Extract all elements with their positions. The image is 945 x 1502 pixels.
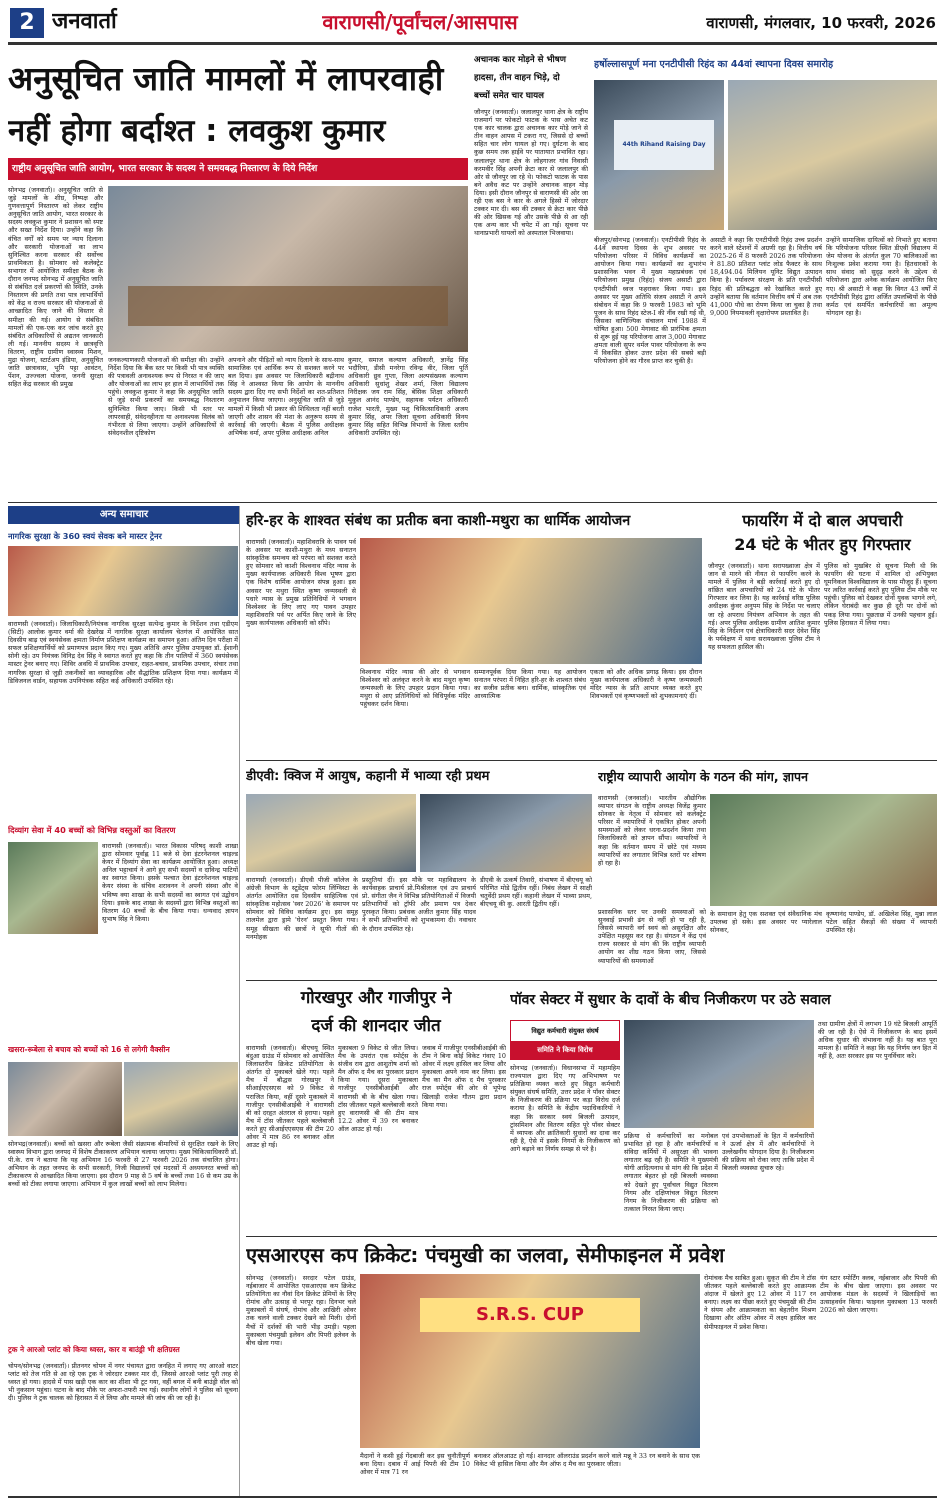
dav-text-2: प्रस्तुतियां दीं। इस मौके पर महाविद्यालय के कार्यवाहक प्राचार्य प्रो.मिश्रीलाल एवं उप प्राचार्य प्रो. संगीता जैन ने विभिन्न प्रतियोगिताओं में विजयी प्रतिभागियों को ट्रॉफी और प्रमाण पत्र देकर पुरस्कृत किया। प्रबंधक अजीत कुमार सिंह यादव ने सभी प्रतिभागियों को शुभकामना दी। नवाचार के दौरान उपस्थित रहे। bbox=[362, 876, 476, 933]
vyapari-text-4: कृष्णानंद पाण्डेय, डॉ. अखिलेश सिंह, मुन्ना लाल पटेल सहित सैकड़ों की संख्या में व्यापारी उपस्थित रहे। bbox=[826, 910, 937, 935]
cricket-text-3: बनाकर ऑलआउट हो गई। शानदार ऑलराउंड प्रदर्शन करने वाले मन्नू ने 33 रन बनाने के साथ एक विकेट भी हासिल किया और मैन ऑफ द मैच का पुरस्कार जीता। bbox=[474, 1452, 700, 1469]
power-text-3: एवं उपभोक्ताओं के हित में कर्मचारियों ने ऊर्जा क्षेत्र में और कर्मचारियों ने उल्लेखनीय योगदान दिया है। निजीकरण की प्रक्रिया को रोका जाए ताकि प्रदेश में बिजली व्यवस्था सुचारु रहे। bbox=[722, 1132, 814, 1173]
power-text-4: तथा ग्रामीण क्षेत्रों में लगभग 19 घंटे बिजली आपूर्ति की जा रही है। ऐसे में निजीकरण के बाद इसमें अधिक सुधार की संभावना नहीं है। यह बात पूरा मामला है। समिति ने कहा कि यह निर्णय जन हित में नहीं है, अतः सरकार इस पर पुनर्विचार करे। bbox=[818, 1020, 937, 1061]
accident-headline-1: अचानक कार मोड़ने से भीषण bbox=[474, 55, 566, 65]
power-text-1: सोनभद्र (जनवार्ता)। विधानसभा में महामहिम राज्यपाल द्वारा दिए गए अभिभाषण पर प्रतिक्रिया व्यक्त करते हुए विद्युत कर्मचारी संयुक्त संघर्ष समिति, उत्तर प्रदेश ने पॉवर सेक्टर के निजीकरण की प्रक्रिया पर कड़ा विरोध दर्ज कराया है। समिति के केंद्रीय पदाधिकारियों ने कहा कि सरकार स्वयं बिजली उत्पादन, ट्रांसमिशन और वितरण सहित पूरे पॉवर सेक्टर में व्यापक और क्रांतिकारी सुधारों का दावा कर रही है, ऐसे में इसके निगमों के निजीकरण को आगे बढ़ाने का निर्णय समझ से परे है। bbox=[510, 1064, 620, 1153]
power-text-2: प्रक्रिया से कर्मचारियों का मनोबल प्रभावित हो रहा है और कर्मचारियों व संविदा कर्मियों में असुरक्षा की भावना लगातार बढ़ रही है। समिति ने मुख्यमंत्री योगी आदित्यनाथ से मांग की कि प्रदेश में लगातार बेहतर हो रही बिजली व्यवस्था को देखते हुए पूर्वांचल विद्युत वितरण निगम और दक्षिणांचल विद्युत वितरण निगम के निजीकरण की प्रक्रिया को तत्काल निरस्त किया जाए। bbox=[624, 1132, 718, 1213]
power-box-line-2 bbox=[511, 1041, 619, 1059]
ntpc-headline: हर्षोल्लासपूर्ण मना एनटीपीसी रिहंद का 44वां स्थापना दिवस समारोह bbox=[594, 59, 834, 70]
lead-headline-1: अनुसूचित जाति मामलों में लापरवाही bbox=[8, 59, 444, 98]
brief-4-text: चोपन/सोनभद्र (जनवार्ता)। प्रीतनगर चोपन में नगर पंचायत द्वारा जनहित में लगाए गए आरओ वाटर प्लांट को तेज गति से आ रहे एक ट्रक ने जोरदार टक्कर मार दी, जिससे आरओ प्लांट पूरी तरह से ध्वस्त हो गया। हादसे में पास खड़ी एक कार का शीशा भी टूट गया, वहीं बगल में बनी बाउंड्री वॉल को भी नुकसान पहुंचा। घटना के बाद मौके पर अफरा-तफरी मच गई। स्थानीय लोगों ने पुलिस को सूचना दी। पुलिस ने ट्रक चालक को हिरासत में ले लिया और मामले की जांच की जा रही है। bbox=[8, 1362, 238, 1403]
accident-text: जौनपुर (जनवार्ता)। जलालपुर थाना क्षेत्र के राष्ट्रीय राजमार्ग पर फोकटो फाटक के पास अचेत कट एक कार चालक द्वारा अचानक कार मोड़े जाने से तीन वाहन आपस में टकरा गए, जिससे दो बच्चों सहित चार लोग घायल हो गए। दुर्घटना के बाद कुछ समय तक हाईवे पर यातायात प्रभावित रहा। जलालपुर थाना क्षेत्र के लोहगाजर गांव निवासी करमवीर सिंह अपनी क्रेटा कार से जलालपुर की ओर से जौनपुर जा रहे थे। फोकटो फाटक के पास बने अवैध कट पर उन्होंने अचानक वाहन मोड़ दिया। इसी दौरान जौनपुर से वाराणसी की ओर जा रही एक बस ने कार के अगले हिस्से में जोरदार टक्कर मार दी। बस की टक्कर से क्रेटा कार पीछे की ओर खिसक गई और उसके पीछे से आ रही एक अन्य कार भी चपेट में आ गई। सूचना पर थानाप्रभारी घायलों को अस्पताल भिजवाया। bbox=[474, 108, 588, 238]
harihar-text-4: एकता को और अधिक प्रगाढ़ किया। इस दौरान मुख्य कार्यपालक अधिकारी ने कृष्ण जन्मस्थली मंदिर न्यास के प्रति आभार व्यक्त करते हुए शिवभक्तों एवं कृष्णभक्तों को शुभकामनाएं दीं। bbox=[590, 668, 702, 701]
section-rule-1 bbox=[8, 502, 937, 503]
brief-2-photo bbox=[8, 842, 98, 934]
masthead bbox=[8, 6, 937, 40]
vyapari-text-1: वाराणसी (जनवार्ता)। भारतीय औद्योगिक व्यापार संगठन के राष्ट्रीय अध्यक्ष विजेंद्र कुमार सोनकर के नेतृत्व में सोमवार को कलेक्ट्रेट परिसर में व्यापारियों ने एकत्रित होकर अपनी समस्याओं को लेकर धरना-प्रदर्शन किया तथा जिलाधिकारी को ज्ञापन सौंपा। व्यापारियों ने कहा कि वर्तमान समय में छोटे एवं मध्यम व्यापारियों का लगातार विभिन्न स्तरों पर शोषण हो रहा है। bbox=[598, 794, 706, 867]
lead-text-2: जनकल्याणकारी योजनाओं की समीक्षा की। उन्होंने निर्देश दिया कि बैंक स्तर पर किसी भी पात्र व्यक्ति की पत्रावली अनावश्यक रूप से निरस्त न की जाए और योजनाओं का लाभ हर हाल में लाभार्थियों तक पहुंचे। लवकुश कुमार ने कहा कि अनुसूचित जाति से जुड़े सभी प्रकरणों का समयबद्ध निस्तारण सुनिश्चित किया जाए। किसी भी स्तर पर लापरवाही, संवेदनहीनता या अनावश्यक विलंब को गंभीरता से लिया जाएगा। उन्होंने अधिकारियों से संवेदनशील दृष्टिकोण bbox=[108, 356, 224, 437]
harihar-headline: हरि-हर के शाश्वत संबंध का प्रतीक बना काशी-मथुरा का धार्मिक आयोजन bbox=[246, 513, 631, 529]
vyapari-text-3: के समाधान हेतु एक सशक्त एवं संवैधानिक मंच उपलब्ध हो सके। इस अवसर पर प्यारेलाल सोनकर, bbox=[710, 910, 822, 935]
firing-headline-2: 24 घंटे के भीतर हुए गिरफ्तार bbox=[734, 535, 911, 554]
power-box-line-1: विद्युत कर्मचारी संयुक्त संघर्ष bbox=[531, 1027, 599, 1035]
power-box bbox=[510, 1020, 620, 1060]
briefs-title: अन्य समाचार bbox=[8, 506, 240, 524]
power-box-line-2-text: समिति ने किया विरोध bbox=[537, 1046, 593, 1054]
brief-1-headline: नागरिक सुरक्षा के 360 स्वयं सेवक बने मास्टर ट्रेनर bbox=[8, 531, 162, 541]
harihar-text-3: सम्मानपूर्वक दिया किया गया। यह आयोजन सनातन परंपरा में निहित हरि-हर के शाश्वत संबंध का सजीव प्रतीक बना। धार्मिक, सांस्कृतिक एवं आध्यात्मिक bbox=[474, 668, 586, 701]
harihar-text-1: वाराणसी (जनवार्ता)। महाशिवरात्रि के पावन पर्व के अवसर पर काशी-मथुरा के मध्य सनातन सांस्कृतिक समन्वय को परंपरा को सशक्त करते हुए सोमवार को काशी विश्वनाथ मंदिर न्यास के मुख्य कार्यपालक अधिकारी विश्व भूषण द्वारा एक विशेष धार्मिक आयोजन संपन्न हुआ। इस अवसर पर मथुरा स्थित कृष्ण जन्मस्थली से पधारे न्यास के प्रमुख प्रतिनिधियों ने भगवान विश्वेश्वर के लिए लाए गए पावन उपहार महाशिवरात्रि पर्व पर अर्पित किए जाने के लिए मुख्य कार्यपालक अधिकारी को सौंपे। bbox=[246, 538, 356, 627]
lead-text-1: सोनभद्र (जनवार्ता)। अनुसूचित जाति से जुड़े मामलों के शीघ्र, निष्पक्ष और गुणवत्तापूर्ण निस्तारण को लेकर राष्ट्रीय अनुसूचित जाति आयोग, भारत सरकार के सदस्य लवकुश कुमार ने प्रशासन को स्पष्ट और सख्त निर्देश दिया। उन्होंने कहा कि वंचित वर्गों को समय पर न्याय दिलाना और सरकारी योजनाओं का लाभ सुनिश्चित करना सरकार की सर्वोच्च प्राथमिकता है। सोमवार को कलेक्ट्रेट सभागार में आयोजित समीक्षा बैठक के दौरान जनपद सोनभद्र में अनुसूचित जाति से संबंधित दर्ज प्रकरणों की स्थिति, उनके निस्तारण की प्रगति तथा पात्र लाभार्थियों को केंद्र व राज्य सरकार की योजनाओं से आच्छादित किए जाने की विस्तार से समीक्षा की गई। आयोग से संबंधित मामलों की एक-एक कर जांच करते हुए संबंधित अधिकारियों से अद्यतन जानकारी ली गई। माननीय सदस्य ने छात्रवृत्ति वितरण, राष्ट्रीय ग्रामीण स्वास्थ्य मिशन, मुद्रा योजना, स्टार्टअप इंडिया, अनुसूचित जाति छात्रावास, भूमि पट्टा आवंटन, पेंशन, उज्ज्वला योजना, जननी सुरक्षा सहित केंद्र सरकार की प्रमुख bbox=[8, 186, 103, 389]
ntpc-banner bbox=[614, 120, 714, 170]
brief-2-text: वाराणसी (जनवार्ता)। भारत विकास परिषद् काशी शाखा द्वारा सोमवार पूर्वाह्न 11 बजे से देवा इंटरनेशनल चाइल्ड केयर में दिव्यांग सेवा का कार्यक्रम आयोजित हुआ। अध्यक्ष अनिल भट्टाचार्य ने आगे हुए सभी सदस्यों व दाविन्द्र पाटियों का स्वागत किया। इसके पश्चात देवा इंटरनेशनल चाइल्ड केयर संस्था के संचिव शरावनन ने अपनी संस्था और वे भविष्य क्या शाखा के सभी सदस्यों का स्वागत एवं उद्बोधन दिया। इसके बाद शाखा के सदस्यों द्वारा विभिन्न वस्तुओं का वितरण 40 बच्चों के बीच किया गया। धन्यवाद ज्ञापन सुभाष सिंह ने किया। bbox=[102, 842, 238, 923]
firing-text-1: जौनपुर (जनवार्ता)। थाना सरायख्वाजा क्षेत्र में जान से मारने की नीयत से फायरिंग करने के मामले में पुलिस ने बड़ी कार्रवाई करते हुए दो वांछित बाल अपचारियों को 24 घंटे के भीतर गिरफ्तार कर लिया है। यह कार्रवाई वरिष्ठ पुलिस अधीक्षक कुंवर अनुपम सिंह के निर्देश पर चलाए जा रहे अपराध नियंत्रण अभियान के तहत की गई। अपर पुलिस अधीक्षक ग्रामीण आतिश कुमार सिंह के निर्देशन एवं क्षेत्राधिकारी सदर देवेश सिंह के पर्यवेक्षण में थाना सरायख्वाजा पुलिस टीम ने यह सफलता हासिल की। bbox=[708, 562, 820, 651]
ntpc-photo-2 bbox=[728, 80, 937, 230]
accident-headline-3: बच्चों समेत चार घायल bbox=[474, 91, 544, 101]
harihar-photo bbox=[360, 538, 702, 664]
cricket-photo bbox=[360, 1274, 700, 1448]
accident-headline-2: हादसा, तीन वाहन भिड़े, दो bbox=[474, 73, 560, 83]
brief-1-photo bbox=[8, 546, 238, 616]
gkp-text-1: वाराणसी (जनवार्ता)। बीएचयू स्थित बंदुआ ग्राउंड में सोमवार को आयोजित जिलास्तरीय क्रिकेट प्रतियोगिता के अंतर्गत दो मुकाबले खेले गए। पहले मैच में बौद्धस गोरखपुर ने सीआईएएसएस को 9 विकेट से पराजित किया, वहीं दूसरे मुकाबले में गाजीपुर एनसीबीआईबी ने वाराणसी बी को दरहृत अंतराल से हराया। पहले मैच में टॉस जीतकर पहले बल्लेबाजी करते हुए सीआईएएसएस की टीम 20 ओवर में मात्र 86 रन बनाकर ऑल आउट हो गई। bbox=[246, 1044, 334, 1150]
gkp-text-3: जवाब में गाजीपुर एनसीबीआईबी की टीम ने बिना कोई विकेट गंवाए 10 ओवर में लक्ष्य हासिल कर लिया और मुकाबला अपने नाम कर लिया। इस मैच का मैन ऑफ द मैच पुरस्कार राज स्पोर्ट्स की ओर से भूपेन्द्र खिलाड़ी राजेश गौतम द्वारा प्रदान किया गया। bbox=[422, 1044, 506, 1109]
dav-text-1: वाराणसी (जनवार्ता)। डीएवी पीजी कॉलेज के अंग्रेजी विभाग के स्टूडेंट्स फोरम लिंग्विस्टा के अंतर्गत आयोजित दस दिवसीय साहित्यिक एवं सांस्कृतिक महोत्सव 'स्वर 2026' के समापन पर सोमवार को विविध कार्यक्रम हुए। इस समूह तालमेल द्वारा ड्रामे 'घेरन' प्रस्तुत किया गया। समूह सीखता की छात्रों ने सूफी गीतों की मनमोहक bbox=[246, 876, 358, 941]
brief-3-photo-2 bbox=[124, 1062, 238, 1136]
brief-1-text: वाराणसी (जनवार्ता)। जिलाधिकारी/नियंत्रक नागरिक सुरक्षा सत्येन्द्र कुमार के निर्देशन तथा एडीएम (सिटी) आलोक कुमार वर्मा की देखरेख में नागरिक सुरक्षा कार्यालय चेतगंज में आयोजित सात दिवसीय बाढ़ एवं स्वयंसेवक क्षमता निर्माण प्रशिक्षण कार्यक्रम का समापन हुआ। अंतिम दिन परीक्षा में सफल प्रशिक्षणार्थियों को प्रमाणपत्र प्रदान किए गए। मुख्य अतिथि अपर पुलिस उपायुक्त डॉ. ईशानी सोनी रहे। उप नियंत्रक विनिद्र देव सिंह ने स्वागत करते हुए कहा कि तीन पालियों में 360 स्वयंसेवक मास्टर ट्रेनर बनाए गए। शिविर अवधि में प्राथमिक उपचार, राहत-बचाव, प्राथमिक उपचार, संचार तथा नागरिक सुरक्षा से जुड़ी तकनीकों का व्यावहारिक और सैद्धांतिक प्रशिक्षण दिया गया। कार्यक्रम में डिविजनल वार्डन, सहायक उपनियंत्रक सहित कई अधिकारी उपस्थित रहे। bbox=[8, 620, 238, 685]
cricket-headline: एसआरएस कप क्रिकेट: पंचमुखी का जलवा, सेमीफाइनल में प्रवेश bbox=[246, 1243, 725, 1267]
harihar-text-2: विश्वनाथ मंदिर न्यास की ओर से भगवान विश्वेश्वर को अलंकृत करने के बाद मथुरा कृष्ण जन्मस्थली के लिए उपहार प्रदान किया गया। मथुरा से आए प्रतिनिधियों को विधिपूर्वक मंदिर पहुंचकर दर्शन किया। bbox=[360, 668, 470, 709]
ntpc-text-3: उन्होंने सामाजिक दायित्वों को निभाते हुए बताया कि परियोजना परिसर स्थित डीएवी विद्यालय में जेम योजना के अंतर्गत कुल 70 बालिकाओं का निःशुल्क प्रवेश कराया गया है। हितधारकों के साथ संवाद को सुदृढ़ करने के उद्देश्य से परियोजना द्वारा अनेक कार्यक्रम आयोजित किए गए। श्री असाटी ने कहा कि विगत 43 वर्षों में एनटीपीसी रिहंद द्वारा अर्जित उपलब्धियों के पीछे कर्मठ एवं समर्पित कर्मचारियों का अमूल्य योगदान रहा है। bbox=[826, 236, 937, 317]
dav-photo-1 bbox=[246, 794, 416, 872]
page-number: 2 bbox=[10, 8, 44, 38]
vyapari-text-2: प्रशासनिक स्तर पर उनकी समस्याओं को सुनवाई प्रभावी ढंग से नहीं हो पा रही है, जिससे व्यापारी वर्ग स्वयं को असुरक्षित और उपेक्षित महसूस कर रहा है। संगठन ने केंद्र एवं राज्य सरकार से मांग की कि राष्ट्रीय व्यापारी आयोग का शीघ्र गठन किया जाए, जिससे व्यापारियों की समस्याओं bbox=[598, 908, 706, 965]
lead-photo bbox=[108, 186, 468, 352]
lead-subhead-text: राष्ट्रीय अनुसूचित जाति आयोग, भारत सरकार के सदस्य ने समयबद्ध निस्तारण के दिये निर्देश bbox=[12, 163, 318, 174]
vyapari-photo bbox=[710, 794, 937, 906]
lead-text-3: अपनाने और पीड़ितों को न्याय दिलाने के साथ-साथ सामाजिक एवं आर्थिक रूप से सशक्त करने पर बल दिया। इस अवसर पर जिलाधिकारी बद्रीनाथ सिंह ने आश्वस्त किया कि आयोग के माननीय सदस्य द्वारा दिए गए सभी निर्देशों का शत-प्रतिशत अनुपालन किया जाएगा। अनुसूचित जाति से जुड़े मामलों में किसी भी प्रकार की शिथिलता नहीं बरती जाएगी और शासन की मंशा के अनुरूप समय से कार्रवाई की जाएगी। बैठक में पुलिस अधीक्षक अभिषेक वर्मा, अपर पुलिस अधीक्षक अनिल bbox=[228, 356, 344, 437]
lead-text-4: कुमार, समाज कल्याण अधिकारी, ज्ञानेंद्र सिंह भदौरिया, डीसी मनरेगा रविन्द्र वीर, जिला पूर्ति अधिकारी ध्रुव गुप्ता, जिला अल्पसंख्यक कल्याण अधिकारी सुधांशु शेखर शर्मा, जिला विद्यालय निरीक्षक जय राम सिंह, बेसिक शिक्षा अधिकारी मुकुल आनंद पाण्डेय, सहायक पर्यटन अधिकारी राजेश भारती, मुख्य पशु चिकित्साधिकारी अजय कुमार सिंह, अपर जिला सूचना अधिकारी विनय कुमार सिंह सहित विभिन्न विभागों के जिला स्तरीय अधिकारी उपस्थित रहे। bbox=[348, 356, 468, 437]
meeting-table-shape bbox=[128, 286, 448, 326]
gkp-headline-1: गोरखपुर और गाजीपुर ने bbox=[300, 988, 452, 1008]
section-rule-4 bbox=[246, 1236, 937, 1237]
dav-text-3: डीएवी के उत्कर्ष तिवारी, संभाषण में बीएचयू को परिणित मोडे द्वितीय रहीं। निबंध लेखन में साक्षी चतुर्वेदी प्रथम रहीं। कहानी लेखन में भाव्या प्रथम, बीएचयू की कु. आरती द्वितीय रहीं। bbox=[480, 876, 592, 909]
firing-text-2: पुलिस को मुखबिर से सूचना मिली थी कि फायरिंग की घटना में शामिल दो अभियुक्त घूमनिकल विश्वविद्यालय के पास मौजूद हैं। सूचना पर त्वरित कार्रवाई करते हुए पुलिस टीम मौके पर पहुंची। पुलिस को देखकर दोनों युवक भागने लगे, लेकिन घेराबंदी कर कुछ ही दूरी पर दोनों को पकड़ लिया गया। पूछताछ में उनकी पहचान हुई। पुलिस हिरासत में लिया गया। bbox=[824, 562, 937, 627]
dateline: वाराणसी, मंगलवार, 10 फरवरी, 2026 bbox=[706, 14, 936, 32]
brief-4-headline: ट्रक ने आरओ प्लांट को किया ध्वस्त, कार व बाउंड्री भी क्षतिग्रस्त bbox=[8, 1345, 180, 1354]
dav-headline: डीएवी: क्विज में आयुष, कहानी में भाव्या रही प्रथम bbox=[246, 769, 490, 784]
footer-rule bbox=[8, 1496, 937, 1498]
ntpc-text-1: बीजपुर/सोनभद्र (जनवार्ता)। एनटीपीसी रिहंद के 44वें स्थापना दिवस के शुभ अवसर पर परियोजना परिसर में विविध कार्यक्रमों का आयोजन किया गया। कार्यक्रमों का शुभारंभ प्रशासनिक भवन में मुख्य महाप्रबंधक एवं परियोजना प्रमुख (रिहंद) संजय असाटी द्वारा एनटीपीसी ध्वज फहराकर किया गया। इस अवसर पर मुख्य अतिथि संजय असाटी ने अपने संबोधन में कहा कि 9 फरवरी 1983 को भूमि पूजन के साथ रिहंद स्टेज-I की नींव रखी गई थी, जिसका वाणिज्यिक संचालन मार्च 1988 में घोषित हुआ। 500 मेगावाट की प्रारंभिक क्षमता से शुरू हुई यह परियोजना आज 3,000 मेगावाट क्षमता वाली सुपर थर्मल पावर परियोजना के रूप में विकसित होकर उत्तर प्रदेश की सबसे बड़ी परियोजना होने का गौरव प्राप्त कर चुकी है। bbox=[594, 236, 706, 366]
dav-photo-2 bbox=[420, 794, 592, 872]
cricket-text-5: यंग स्टार स्पोर्टिंग क्लब, नईबाजार और पिपरी की टीम के बीच खेला जाएगा। इस अवसर पर आयोजक मंडल के सदस्यों ने खिलाड़ियों का उत्साहवर्धन किया। फाइनल मुकाबला 13 फरवरी 2026 को खेला जाएगा। bbox=[820, 1274, 937, 1315]
brief-2-headline: दिव्यांग सेवा में 40 बच्चों को विभिन्न वस्तुओं का वितरण bbox=[8, 825, 176, 835]
power-headline: पॉवर सेक्टर में सुधार के दावों के बीच निजीकरण पर उठे सवाल bbox=[510, 992, 831, 1008]
brief-3-photo-1 bbox=[8, 1062, 122, 1136]
paper-name: जनवार्ता bbox=[52, 9, 117, 34]
section-rule-2 bbox=[246, 760, 937, 761]
gkp-headline-2: दर्ज की शानदार जीत bbox=[311, 1016, 441, 1036]
cricket-text-1: सोनभद्र (जनवार्ता)। सरदार पटेल ग्राउंड, नईबाजार में आयोजित एसआरएस कप क्रिकेट प्रतियोगिता का नौवां दिन क्रिकेट प्रेमियों के लिए रोमांच और उत्साह से भरपूर रहा। दिनभर चले मुकाबलों में संघर्ष, रोमांच और आखिरी ओवर तक चलने वाली टक्कर देखने को मिली। दोनों मैचों में दर्शकों की भारी भीड़ उमड़ी। पहला मुकाबला पंचमुखी इलेवन और पिपरी इलेवन के बीच खेला गया। bbox=[246, 1274, 356, 1347]
section-title: वाराणसी/पूर्वांचल/आसपास bbox=[322, 10, 518, 34]
section-rule-3 bbox=[246, 980, 937, 981]
briefs-column bbox=[8, 506, 240, 1496]
ntpc-photo-1 bbox=[594, 80, 724, 230]
firing-headline-1: फायरिंग में दो बाल अपचारी bbox=[742, 511, 903, 530]
masthead-rule bbox=[8, 42, 937, 45]
cricket-text-2: मैदानों ने कसी हुई गेंदबाजी कर इस चुनौतीपूर्ण बना दिया। दबाव में आई पिपरी की टीम 10 ओवर में मात्र 71 रन bbox=[360, 1452, 470, 1477]
power-photo bbox=[624, 1020, 814, 1128]
brief-3-text: सोनभद्र(जनवार्ता)। बच्चों को खसरा और रूबेला जैसी संक्रामक बीमारियों से सुरक्षित रखने के लिए स्वास्थ्य विभाग द्वारा जनपद में विशेष टीकाकरण अभियान चलाया जाएगा। मुख्य चिकित्साधिकारी डॉ. पी.के. राय ने बताया कि यह अभियान 16 फरवरी से 27 फरवरी 2026 तक संचालित होगा। अभियान के तहत जनपद के सभी सरकारी, निजी विद्यालयों एवं मदरसों में अध्ययनरत बच्चों को टीकाकरण से आच्छादित किया जाएगा। इस दौरान 9 माह से 5 वर्ष के बच्चों तथा 16 से कम उम्र के बच्चों को टीका लगाया जाएगा। अभियान में कुल लाखों बच्चों को लाभ मिलेगा। bbox=[8, 1140, 238, 1189]
vyapari-headline: राष्ट्रीय व्यापारी आयोग के गठन की मांग, ज्ञापन bbox=[598, 769, 808, 784]
lead-headline-2: नहीं होगा बर्दाश्त : लवकुश कुमार bbox=[8, 113, 386, 149]
cricket-banner-text: S.R.S. CUP bbox=[476, 1304, 584, 1325]
ntpc-text-2: असाटी ने कहा कि एनटीपीसी रिहंद उच्च प्रदर्शन करने वाले स्टेशनों में अग्रणी रहा है। वित्तीय वर्ष 2025-26 में 8 फरवरी 2026 तक परियोजना ने 81.80 प्रतिशत प्लांट लोड फैक्टर के साथ 18,494.04 मिलियन यूनिट विद्युत उत्पादन किया है। पर्यावरण संरक्षण के प्रति एनटीपीसी रिहंद की प्रतिबद्धता को रेखांकित करते हुए उन्होंने बताया कि वर्तमान वित्तीय वर्ष में अब तक 41,000 पौधे का रोपण किया जा चुका है तथा 9,000 नियमावली वृक्षारोपण प्रस्तावित है। bbox=[710, 236, 822, 317]
cricket-banner bbox=[420, 1298, 640, 1332]
cricket-text-4: रोमांचक मैच साबित हुआ। सुकृत की टीम ने टॉस जीतकर पहले बल्लेबाजी करते हुए आक्रामक अंदाज में खेलते हुए 12 ओवर में 117 रन बनाए। लक्ष्य का पीछा करते हुए पंचमुखी की टीम ने संयम और आक्रामकता का बेहतरीन मिश्रण दिखाया और अंतिम ओवर में लक्ष्य हासिल कर सेमीफाइनल में प्रवेश किया। bbox=[704, 1274, 816, 1331]
gkp-text-2: मुकाबला 9 विकेट से जीत लिया। मैच के उपरांत एक स्पोर्ट्स के संजीव राय द्वारा आशुतोष शर्मा को मैन ऑफ द मैच का पुरस्कार प्रदान किया गया। दूसरा मुकाबला गाजीपुर एनसीबीआईबी और वाराणसी बी के बीच खेला गया। टॉस जीतकर पहले बल्लेबाजी करते हुए वाराणसी बी की टीम मात्र 12.2 ओवर में 39 रन बनाकर ऑल आउट हो गई। bbox=[338, 1044, 418, 1133]
brief-3-headline: खसरा-रूबेला से बचाव को बच्चों को 16 से लगेगी वैक्सीन bbox=[8, 1045, 170, 1054]
lead-subhead bbox=[8, 158, 468, 180]
ntpc-banner-text: 44th Rihand Raising Day bbox=[622, 141, 706, 148]
